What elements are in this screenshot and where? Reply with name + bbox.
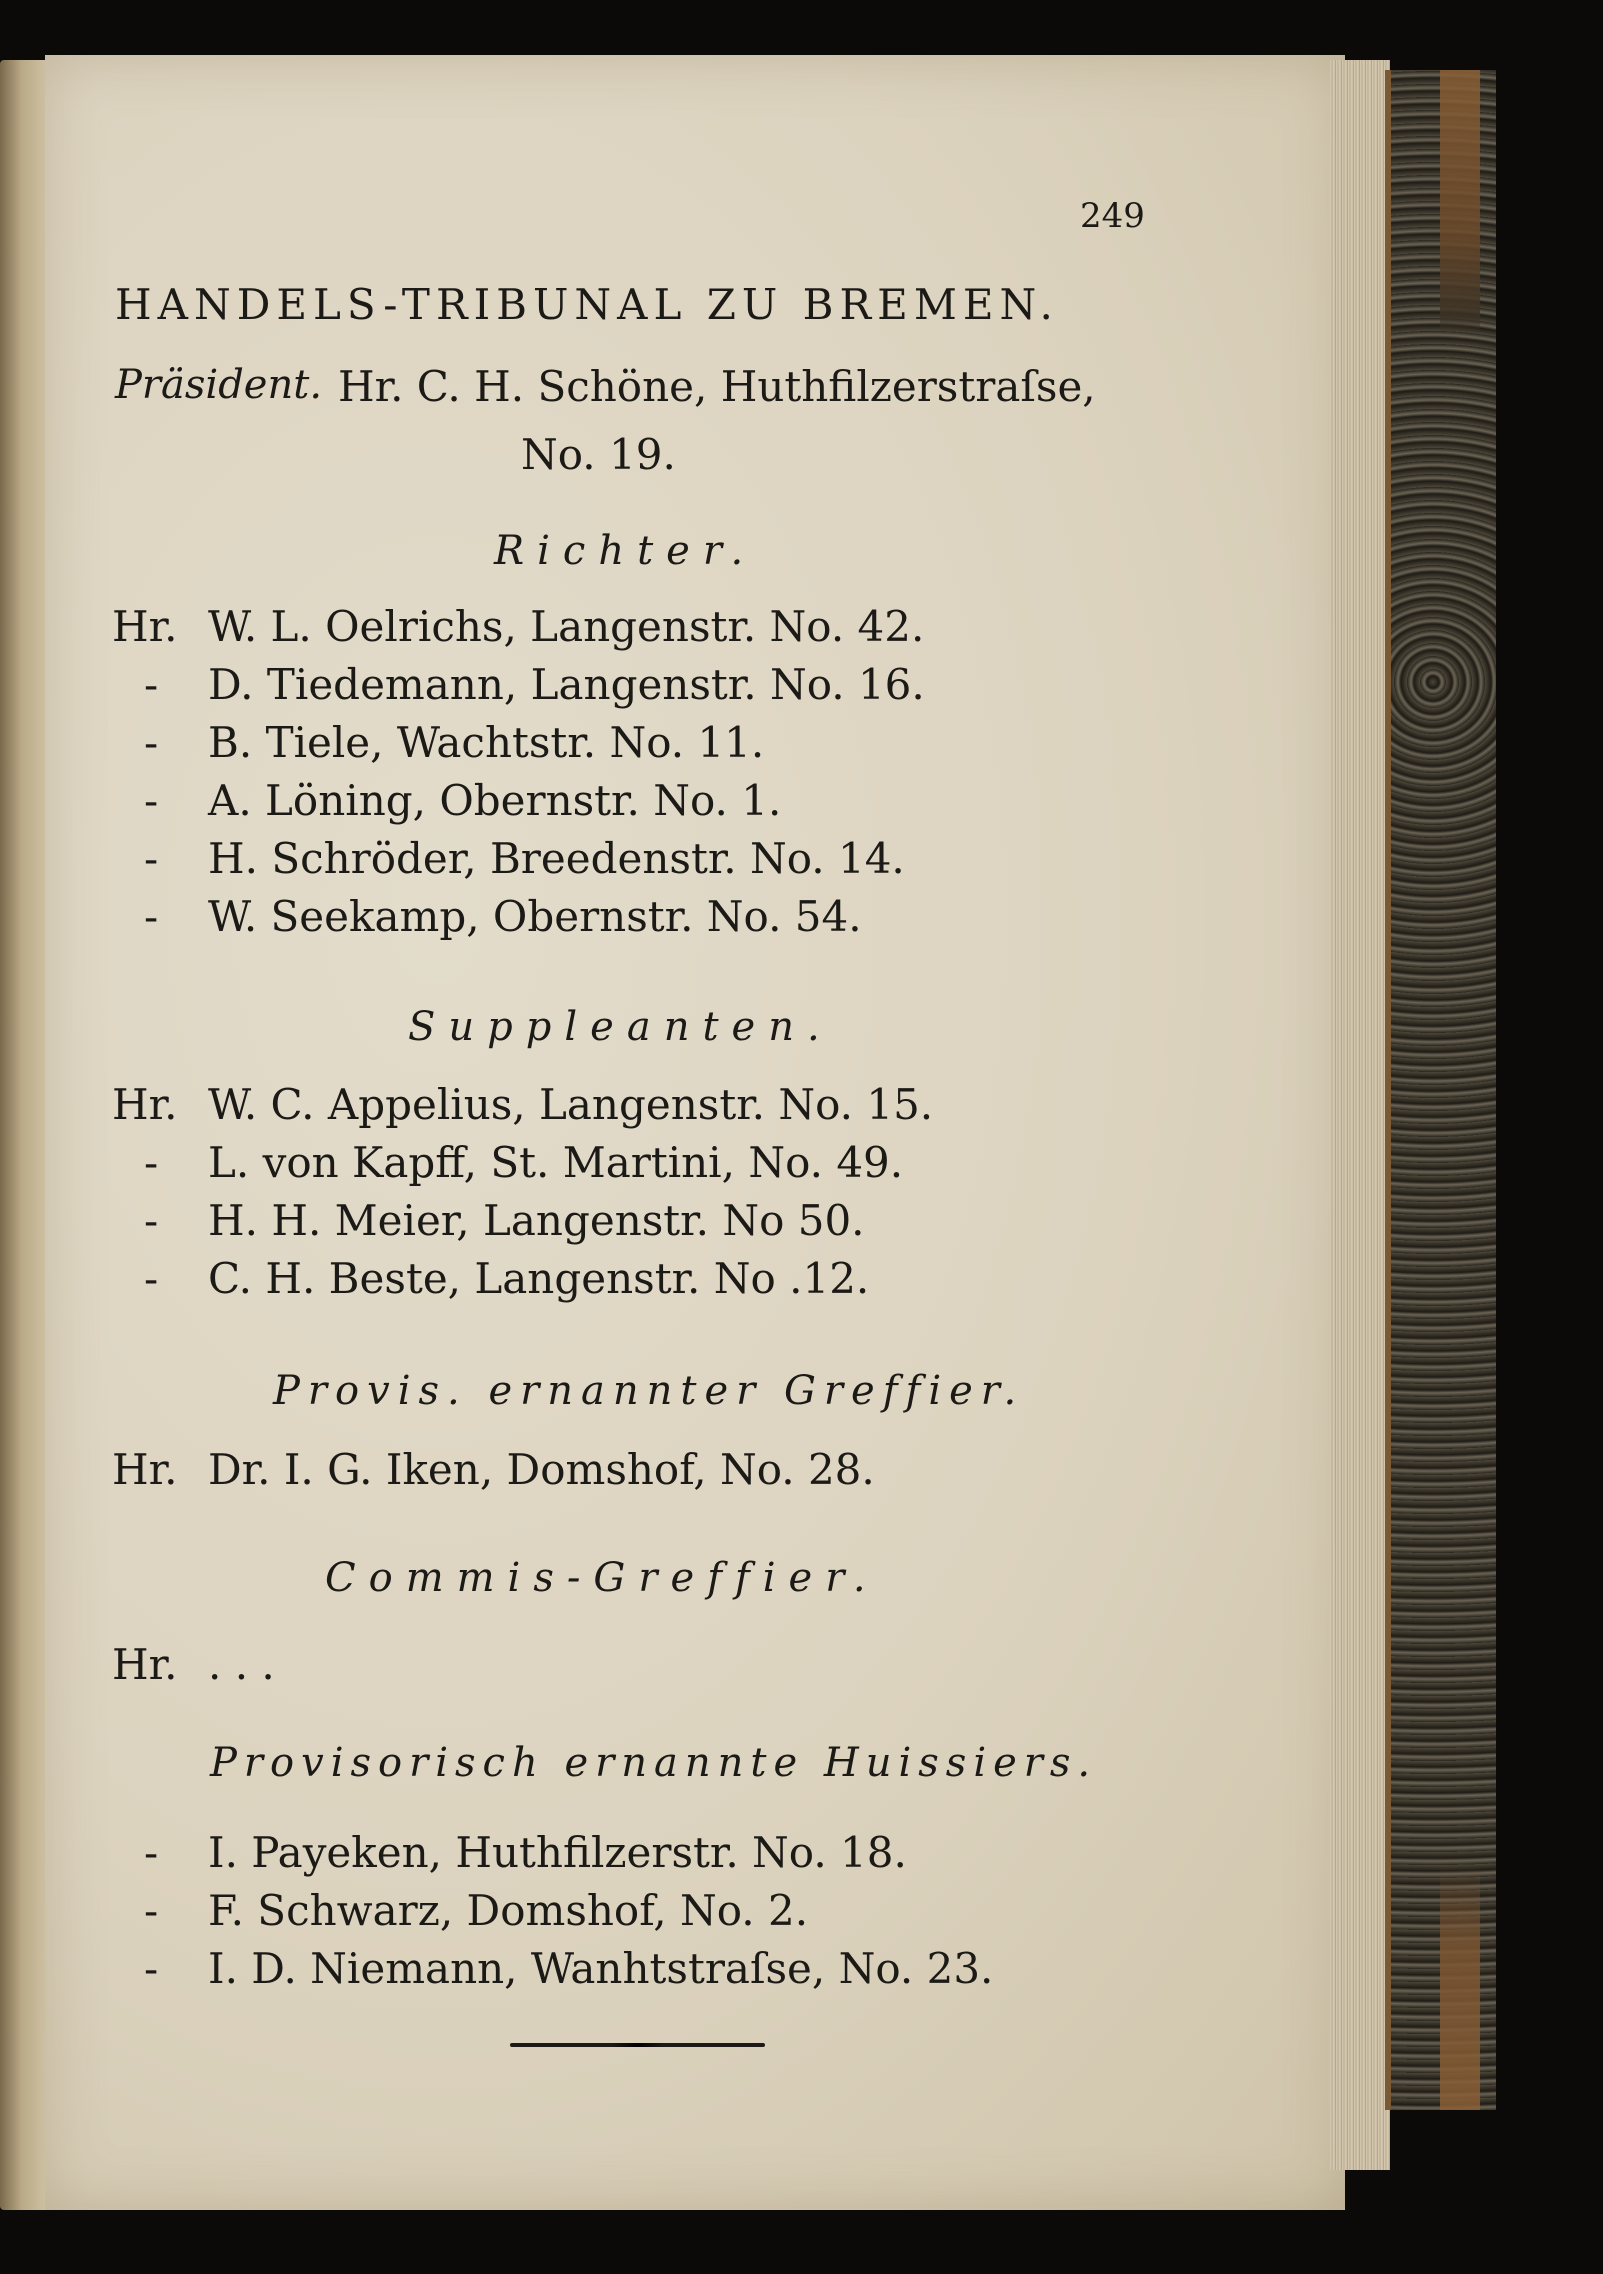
section-heading-huissiers: Provisorisch ernannte Huissiers. <box>210 1740 1098 1786</box>
list-item <box>112 660 925 709</box>
entry-prefix: - <box>144 1828 159 1877</box>
entry-prefix: Hr. <box>112 1445 178 1494</box>
president-entry-continuation: No. 19. <box>521 430 676 479</box>
list-item <box>112 1138 903 1187</box>
entry-text: L. von Kapff, St. Martini, No. 49. <box>208 1138 904 1187</box>
entry-prefix: - <box>144 1196 159 1245</box>
list-item <box>112 1640 275 1689</box>
entry-prefix: Hr. <box>112 1080 178 1129</box>
president-label: Präsident. <box>115 362 323 408</box>
section-heading-greffier: Provis. ernannter Greffier. <box>273 1368 1025 1414</box>
entry-prefix: - <box>144 1138 159 1187</box>
entry-text: H. Schröder, Breedenstr. No. 14. <box>208 834 905 883</box>
entry-text: B. Tiele, Wachtstr. No. 11. <box>208 718 765 767</box>
entry-text: . . . <box>208 1640 275 1689</box>
entry-text: D. Tiedemann, Langenstr. No. 16. <box>208 660 925 709</box>
page-title: HANDELS-TRIBUNAL ZU BREMEN. <box>115 280 1059 329</box>
entry-text: A. Löning, Obernstr. No. 1. <box>208 776 782 825</box>
entry-prefix: - <box>144 776 159 825</box>
entry-text: C. H. Beste, Langenstr. No .12. <box>208 1254 870 1303</box>
entry-text: I. D. Niemann, Wanhtstraſse, No. 23. <box>208 1944 994 1993</box>
section-heading-richter: Richter. <box>494 528 757 574</box>
section-heading-suppleanten: Suppleanten. <box>408 1004 833 1050</box>
entry-prefix: - <box>144 718 159 767</box>
list-item <box>112 1196 865 1245</box>
entry-prefix: - <box>144 660 159 709</box>
list-item <box>112 892 862 941</box>
list-item <box>112 1886 808 1935</box>
entry-text: F. Schwarz, Domshof, No. 2. <box>208 1886 809 1935</box>
list-item <box>112 1828 907 1877</box>
entry-prefix: Hr. <box>112 1640 178 1689</box>
list-item <box>112 1254 869 1303</box>
page-block-edge <box>1330 60 1390 2170</box>
entry-text: W. C. Appelius, Langenstr. No. 15. <box>208 1080 934 1129</box>
entry-text: I. Payeken, Huthfilzerstr. No. 18. <box>208 1828 907 1877</box>
list-item <box>112 718 764 767</box>
entry-text: W. Seekamp, Obernstr. No. 54. <box>208 892 862 941</box>
entry-prefix: Hr. <box>112 602 178 651</box>
leather-spine-strip <box>1440 70 1480 2110</box>
closing-rule-divider <box>510 2043 765 2047</box>
president-entry: Hr. C. H. Schöne, Huthfilzerstraſse, <box>338 362 1096 411</box>
list-item <box>112 1080 933 1129</box>
list-item <box>112 776 781 825</box>
list-item <box>112 1445 875 1494</box>
entry-prefix: - <box>144 1886 159 1935</box>
entry-text: W. L. Oelrichs, Langenstr. No. 42. <box>208 602 925 651</box>
left-page-edge <box>0 60 48 2210</box>
section-heading-commis-greffier: Commis-Greffier. <box>325 1555 879 1601</box>
entry-prefix: - <box>144 834 159 883</box>
entry-prefix: - <box>144 1254 159 1303</box>
entry-text: Dr. I. G. Iken, Domshof, No. 28. <box>208 1445 875 1494</box>
list-item <box>112 1944 993 1993</box>
entry-prefix: - <box>144 1944 159 1993</box>
page-number: 249 <box>1080 196 1145 236</box>
list-item <box>112 602 924 651</box>
list-item <box>112 834 905 883</box>
entry-prefix: - <box>144 892 159 941</box>
entry-text: H. H. Meier, Langenstr. No 50. <box>208 1196 865 1245</box>
